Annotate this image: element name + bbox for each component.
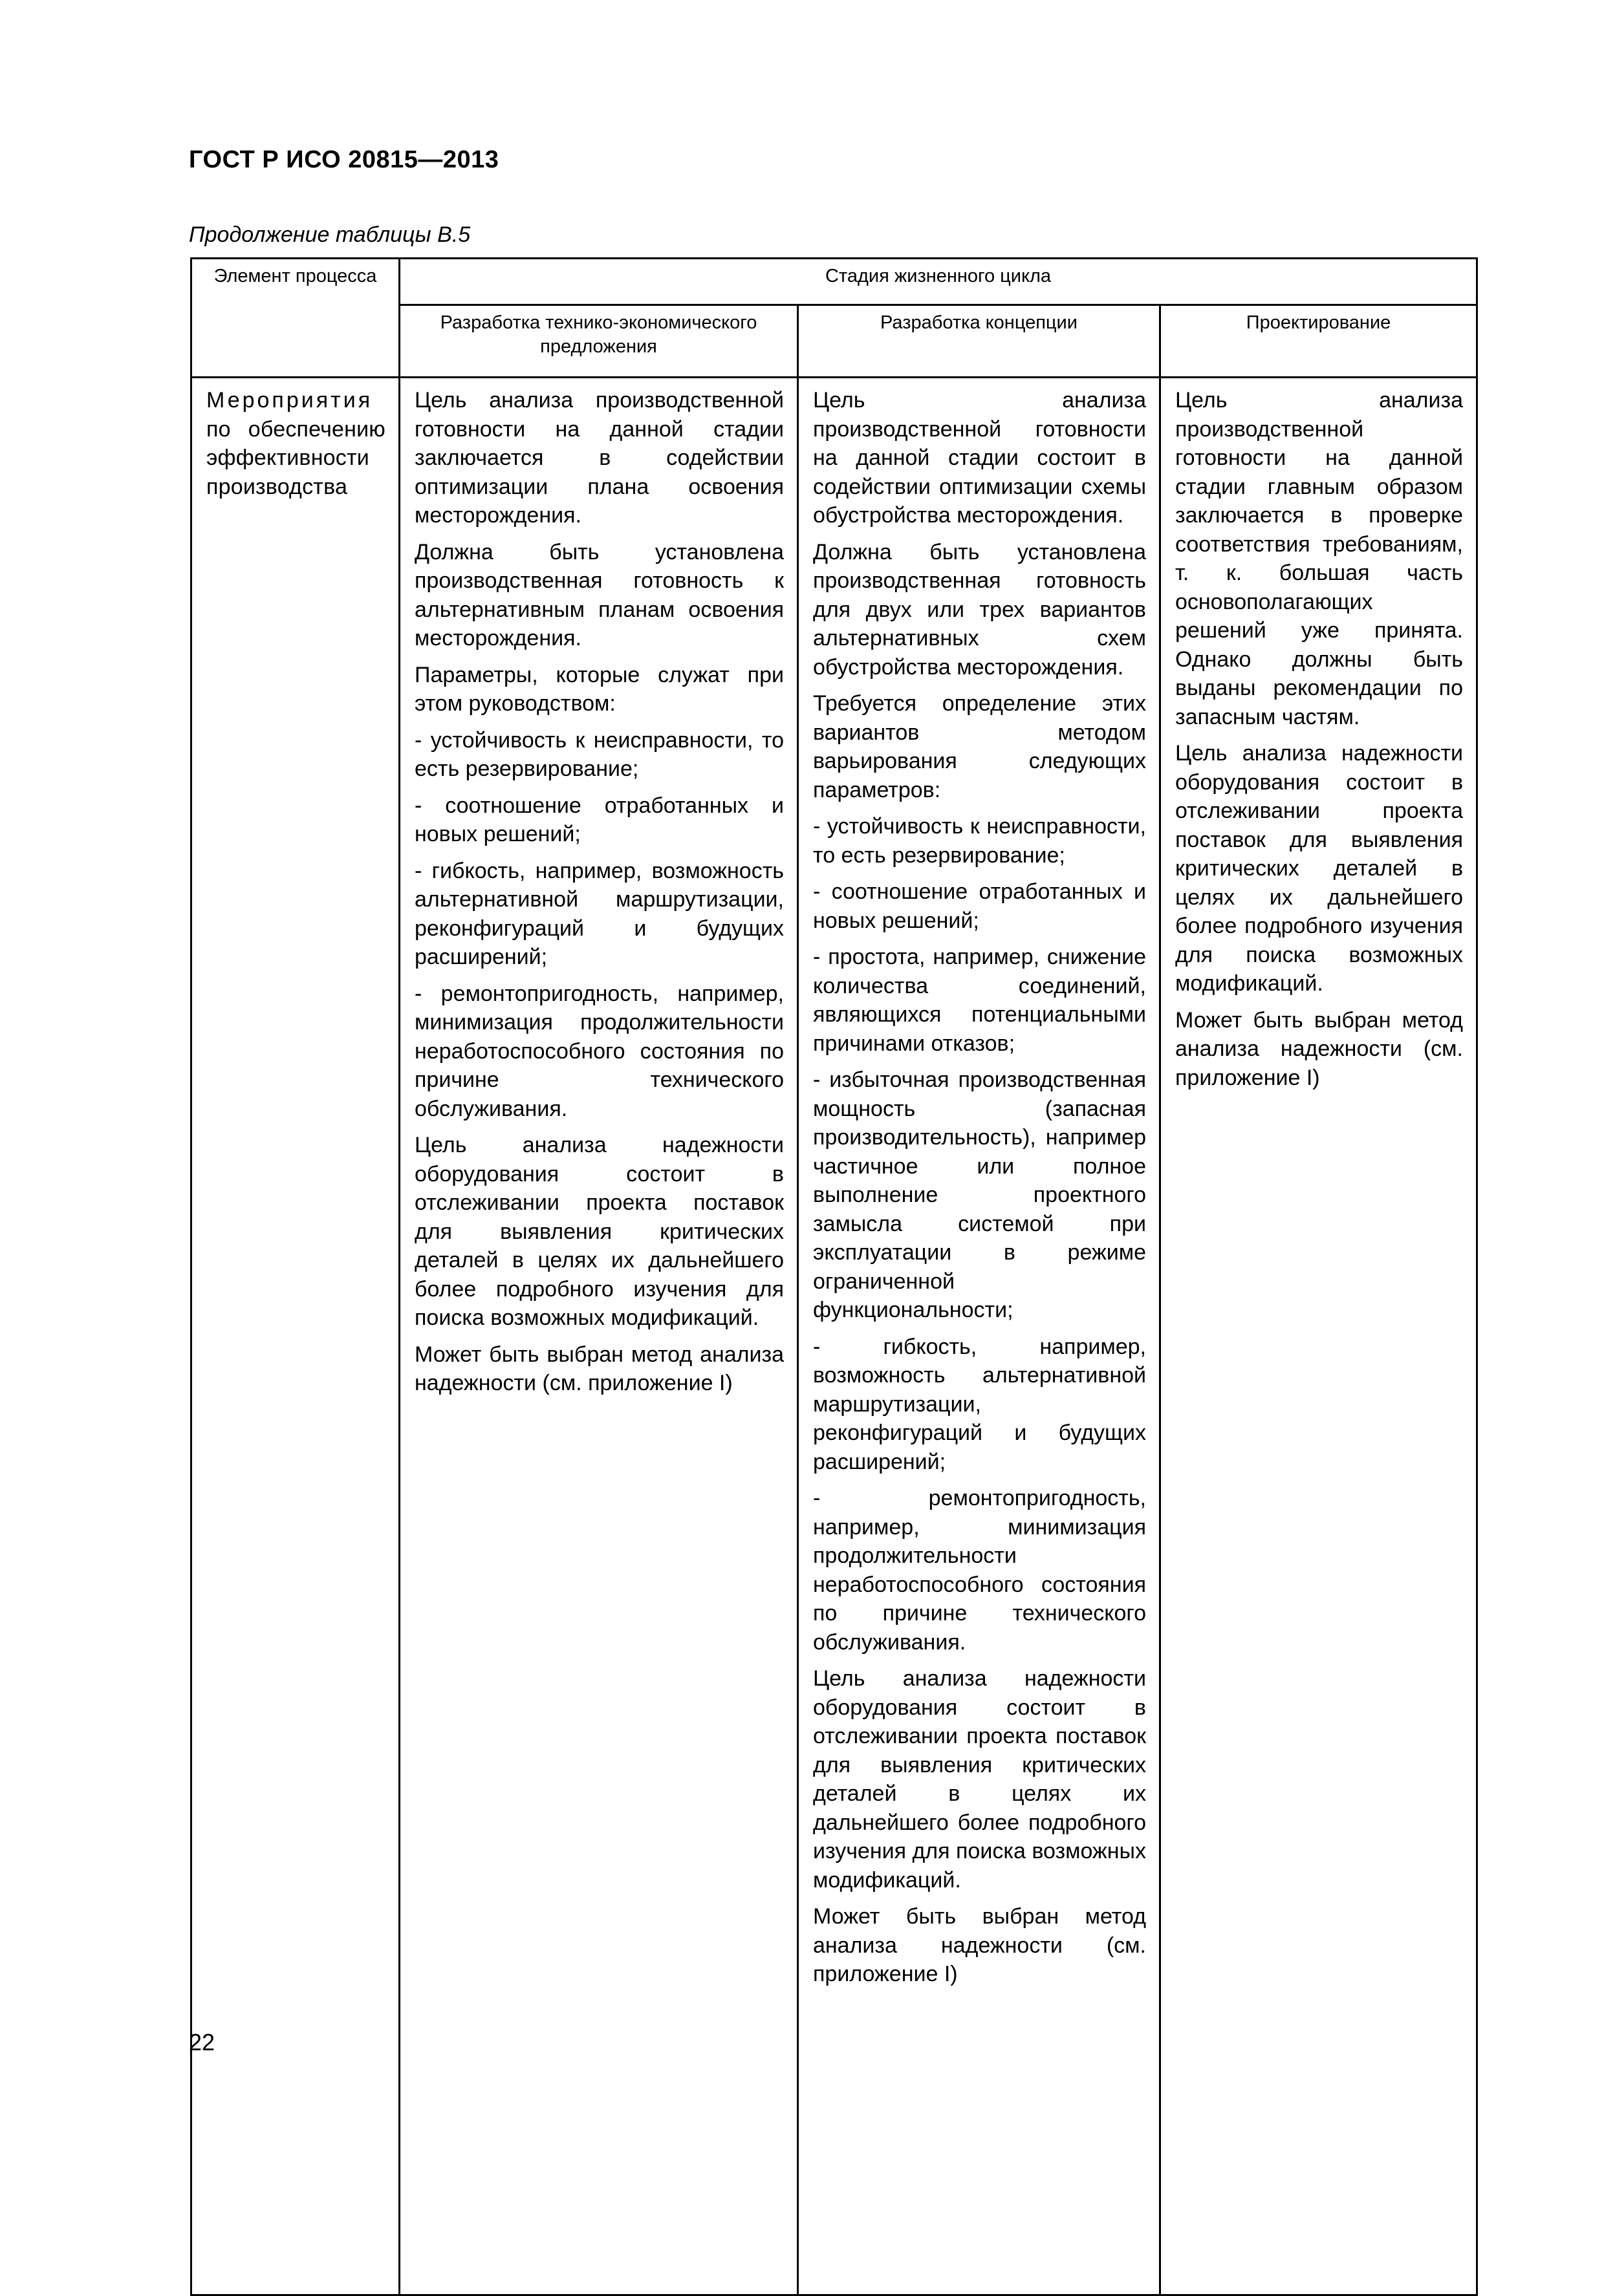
- list-item: - ремонтопригодность, например, минимизация продолжительности неработоспособного состояния по причине технического обслуживания.: [813, 1486, 1146, 1655]
- paragraph: Цель анализа надежности оборудования состоит в отслеживании проекта поставок для выявления критических деталей в целях их дальнейшего более подробного изучения для поиска возможных модификаций.: [813, 1666, 1146, 1893]
- list-item: - соотношение отработанных и новых решений;: [813, 879, 1146, 933]
- list-item: - ремонтопригодность, например, минимизация продолжительности неработоспособного состояния по причине технического обслуживания.: [415, 981, 784, 1121]
- paragraph: Должна быть установлена производственная готовность для двух или трех вариантов альтернативных схем обустройства месторождения.: [813, 539, 1146, 680]
- list-item: - простота, например, снижение количества соединений, являющихся потенциальными причинами отказов;: [813, 945, 1146, 1056]
- paragraph: Цель анализа производственной готовности на данной стадии заключается в содействии оптимизации плана освоения месторождения.: [415, 388, 784, 528]
- element-rest: по обеспечению эффективности производства: [206, 416, 385, 499]
- table-caption: Продолжение таблицы В.5: [189, 222, 471, 247]
- paragraph: Цель анализа производственной готовности на данной стадии состоит в содействии оптимизации схемы обустройства месторождения.: [813, 388, 1146, 528]
- list-item: - соотношение отработанных и новых решений;: [415, 793, 784, 846]
- paragraph: Может быть выбран метод анализа надежности (см. приложение I): [1175, 1007, 1464, 1090]
- paragraph: Может быть выбран метод анализа надежности (см. приложение I): [415, 1342, 784, 1395]
- header-element-of-process: Элемент процесса: [191, 259, 400, 378]
- header-design: Проектирование: [1160, 305, 1477, 378]
- paragraph: Требуется определение этих вариантов методом варьирования следующих параметров:: [813, 691, 1146, 802]
- list-item: - гибкость, например, возможность альтернативной маршрутизации, реконфигураций и будущих расширений;: [415, 858, 784, 969]
- list-item: - устойчивость к неисправности, то есть резервирование;: [415, 727, 784, 781]
- header-concept-development: Разработка концепции: [798, 305, 1160, 378]
- paragraph: Может быть выбран метод анализа надежности (см. приложение I): [813, 1904, 1146, 1986]
- paragraph: Цель анализа надежности оборудования состоит в отслеживании проекта поставок для выявления критических деталей в целях их дальнейшего более подробного изучения для поиска возможных модификаций.: [1175, 741, 1464, 996]
- header-feasibility-study: Разработка технико-экономического предложения: [400, 305, 798, 378]
- document-standard-id: ГОСТ Р ИСО 20815—2013: [189, 146, 499, 173]
- paragraph: Параметры, которые служат при этом руководством:: [415, 662, 784, 716]
- list-item: - устойчивость к неисправности, то есть резервирование;: [813, 814, 1146, 868]
- paragraph: Должна быть установлена производственная готовность к альтернативным планам освоения месторождения.: [415, 539, 784, 650]
- cell-concept-development: [798, 378, 1160, 2295]
- cell-process-element: [191, 378, 400, 2295]
- lifecycle-table: [190, 257, 1478, 2296]
- header-lifecycle-stage: Стадия жизненного цикла: [400, 259, 1477, 305]
- paragraph: Цель анализа производственной готовности на данной стадии главным образом заключается в проверке соответствия требованиям, т. к. большая часть основополагающих решений уже принята. Однако должны быть выданы рекомендации по запасным частям.: [1175, 388, 1464, 729]
- element-first-word: Мероприятия: [206, 388, 373, 413]
- paragraph: Цель анализа надежности оборудования состоит в отслеживании проекта поставок для выявления критических деталей в целях их дальнейшего более подробного изучения для поиска возможных модификаций.: [415, 1133, 784, 1330]
- page-number: 22: [189, 2029, 215, 2055]
- element-description: [206, 386, 385, 501]
- list-item: - избыточная производственная мощность (запасная производительность), например частичное или полное выполнение проектного замысла системой при эксплуатации в режиме ограниченной функциональности;: [813, 1068, 1146, 1322]
- list-item: - гибкость, например, возможность альтернативной маршрутизации, реконфигураций и будущих расширений;: [813, 1334, 1146, 1474]
- cell-design: [1160, 378, 1477, 2295]
- cell-feasibility-study: [400, 378, 798, 2295]
